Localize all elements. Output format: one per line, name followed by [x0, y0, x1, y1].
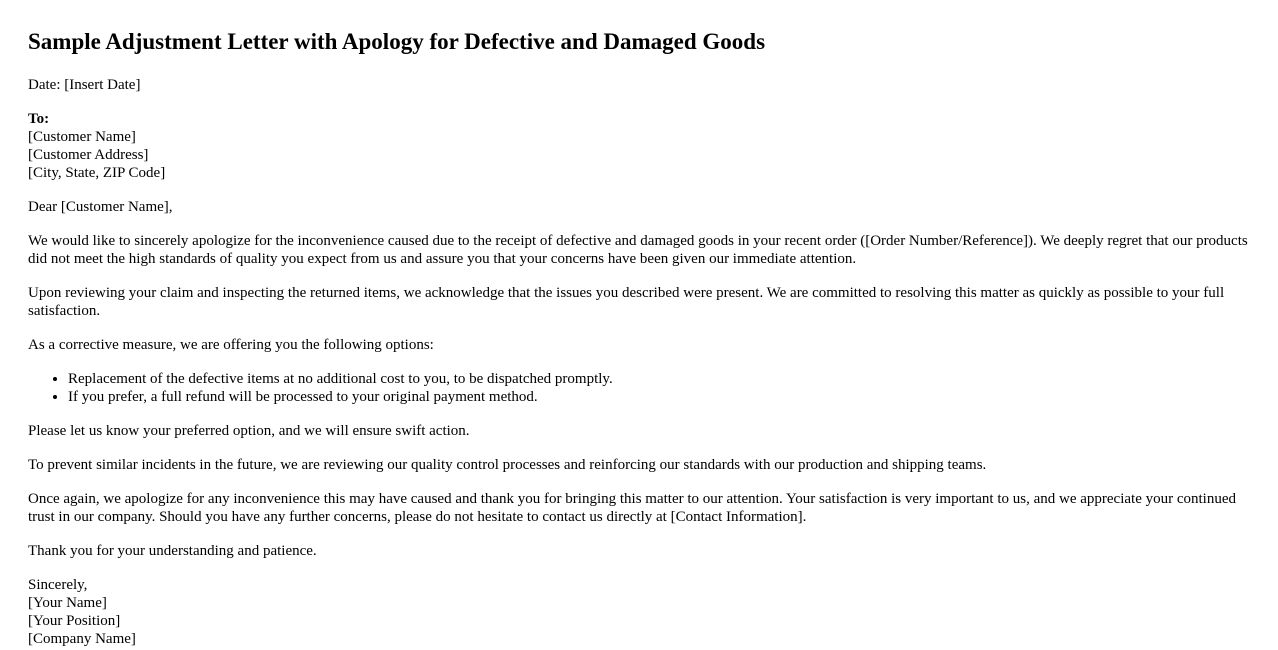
- recipient-label: To:: [28, 111, 50, 127]
- paragraph-apology: We would like to sincerely apologize for the inconvenience caused due to the receipt of defective and damaged goods in your recent order ([Order Number/Reference]). We deeply regret that our products did not meet the high standards of quality you expect from us and assure you that your concerns have been given our immediate attention.: [28, 233, 1248, 267]
- list-item-refund: • If you prefer, a full refund will be processed to your original payment method.: [68, 388, 1250, 406]
- paragraph-review: Upon reviewing your claim and inspecting the returned items, we acknowledge that the issues you described were present. We are committed to resolving this matter as quickly as possible to your full satisfaction.: [28, 285, 1225, 319]
- list-item-replacement: • Replacement of the defective items at no additional cost to you, to be dispatched promptly.: [68, 370, 1250, 388]
- paragraph-preference: Please let us know your preferred option, and we will ensure swift action.: [28, 423, 470, 439]
- signature-block: [28, 576, 1250, 648]
- recipient-city-state-zip: [City, State, ZIP Code]: [28, 165, 166, 181]
- page-title: Sample Adjustment Letter with Apology for Defective and Damaged Goods: [28, 29, 766, 54]
- date-line: Date: [Insert Date]: [28, 77, 141, 93]
- closing-line: Sincerely,: [28, 577, 88, 593]
- paragraph-options-intro: As a corrective measure, we are offering you the following options:: [28, 337, 434, 353]
- options-list: [28, 370, 1250, 406]
- salutation: Dear [Customer Name],: [28, 199, 173, 215]
- paragraph-thanks: Thank you for your understanding and patience.: [28, 543, 317, 559]
- signature-position: [Your Position]: [28, 613, 121, 629]
- paragraph-prevention: To prevent similar incidents in the future, we are reviewing our quality control processes and reinforcing our standards with our production and shipping teams.: [28, 457, 987, 473]
- signature-company: [Company Name]: [28, 631, 136, 647]
- recipient-block: [28, 110, 1250, 182]
- recipient-name: [Customer Name]: [28, 129, 136, 145]
- recipient-address: [Customer Address]: [28, 147, 149, 163]
- paragraph-closing-apology: Once again, we apologize for any inconvenience this may have caused and thank you for bringing this matter to our attention. Your satisfaction is very important to us, and we appreciate your continued trust in our company. Should you have any further concerns, please do not hesitate to contact us directly at [Contact Information].: [28, 491, 1236, 525]
- signature-name: [Your Name]: [28, 595, 107, 611]
